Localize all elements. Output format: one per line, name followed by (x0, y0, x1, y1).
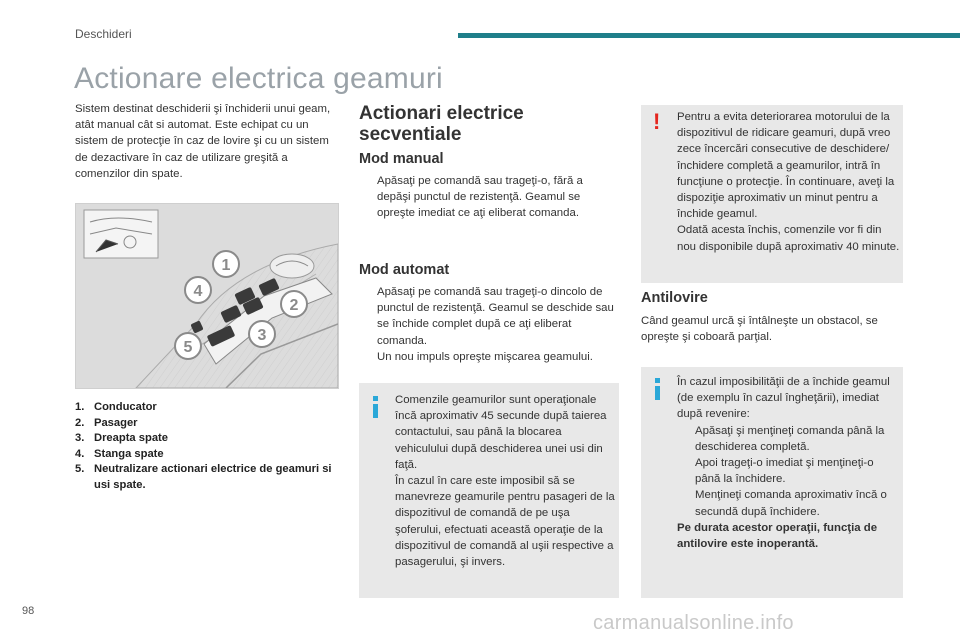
callout-4 (185, 277, 211, 303)
car-interior-thumbnail (84, 210, 158, 258)
list-item: Menţineţi comanda aproximativ încă o secundă după închidere. (695, 489, 887, 518)
info-box-antilovire (641, 367, 903, 598)
info-text: În cazul în care este imposibil să se manevreze geamurile pentru pasageri de la dispozitivul de comandă de pe uşa şoferului, efectuati această operaţie de la dispozitivul de comandă al uşii respective a pasagerului, şi invers. (395, 475, 615, 569)
door-panel-drawing (76, 204, 338, 388)
list-item: Apoi trageţi-o imediat şi menţineţi-o până la închidere. (695, 457, 874, 486)
legend-item: 5. Neutralizare actionari electrice de geamuri si usi spate. (75, 463, 332, 491)
legend-item: 3. Dreapta spate (75, 432, 168, 444)
warning-text: Odată acesta închis, comenzile vor fi din nou disponibile după aproximativ 40 minute. (677, 224, 900, 253)
callout-2 (281, 291, 307, 317)
antilovire-text: Când geamul urcă şi întâlneşte un obstacol, se opreşte şi coboară parţial. (641, 315, 878, 344)
antilovire-heading: Antilovire (641, 290, 708, 306)
list-item: Un nou impuls opreşte mişcarea geamului. (377, 350, 593, 363)
svg-text:3: 3 (257, 327, 267, 344)
section-header: Deschideri (75, 27, 132, 41)
callout-3 (249, 321, 275, 347)
manual-mode-heading: Mod manual (359, 151, 444, 167)
legend-item: 2. Pasager (75, 416, 138, 429)
info-icon-dot (655, 378, 660, 383)
intro-paragraph: Sistem destinat deschiderii şi închiderii unui geam, atât manual cât si automat. Este echipat cu un sistem de protecţie în caz de lovire şi cu un sistem de dezactivare în caz de utilizare greşită a comenzilor din spate. (75, 103, 331, 180)
svg-text:5: 5 (183, 339, 193, 356)
list-item: Apăsaţi pe comandă sau trageţi-o dincolo de punctul de rezistenţă. Geamul se deschide sau se închide complet după ce aţi eliberat comanda. (377, 286, 614, 347)
page-number: 98 (22, 605, 35, 617)
info-text: Comenzile geamurilor sunt operaţionale încă aproximativ 45 secunde după taierea contactului, sau până la blocarea vehiculului după deschiderea unei usi din faţă. (395, 394, 607, 471)
callout-5 (175, 333, 201, 359)
page-title: Actionare electrica geamuri (74, 62, 443, 95)
list-item: Apăsaţi şi menţineţi comanda până la deschiderea completă. (695, 424, 885, 453)
svg-text:4: 4 (193, 283, 203, 300)
info-note: Pe durata acestor operaţii, funcţia de antilovire este inoperantă. (677, 521, 878, 551)
info-box-timing (359, 383, 619, 598)
info-icon-dot (373, 396, 378, 401)
info-icon (373, 404, 378, 418)
watermark: carmanualsonline.info (593, 612, 794, 634)
warning-box (641, 105, 903, 283)
manual-mode-list (359, 173, 614, 222)
warning-icon: ! (653, 109, 661, 134)
svg-text:1: 1 (221, 257, 231, 274)
figure-legend (75, 400, 337, 493)
info-icon (655, 386, 660, 400)
auto-mode-heading: Mod automat (359, 262, 450, 278)
header-accent-bar (458, 33, 960, 38)
callout-1 (213, 251, 239, 277)
legend-item: 1. Conducator (75, 401, 157, 413)
svg-text:2: 2 (289, 297, 299, 314)
warning-text: Pentru a evita deteriorarea motorului de la dispozitivul de ridicare geamuri, după vreo zece încercări consecutive de deschidere/închidere completă a geamurilor, intră în funcţiune o protecţie. În continuare, aveţi la dispoziţie aproximativ un minut pentru a închide geamul. (677, 111, 895, 221)
auto-mode-list (359, 284, 614, 365)
legend-item: 4. Stanga spate (75, 447, 164, 460)
info-text: În cazul imposibilităţii de a închide geamul (de exemplu în cazul îngheţării), imediat după revenire: (677, 376, 890, 421)
section-title: Actionari electrice secventiale (359, 103, 524, 145)
list-item: Apăsaţi pe comandă sau trageţi-o, fără a depăşi punctul de rezistenţă. Geamul se opreşte imediat ce aţi eliberat comanda. (377, 175, 583, 220)
window-controls-illustration (75, 203, 339, 389)
